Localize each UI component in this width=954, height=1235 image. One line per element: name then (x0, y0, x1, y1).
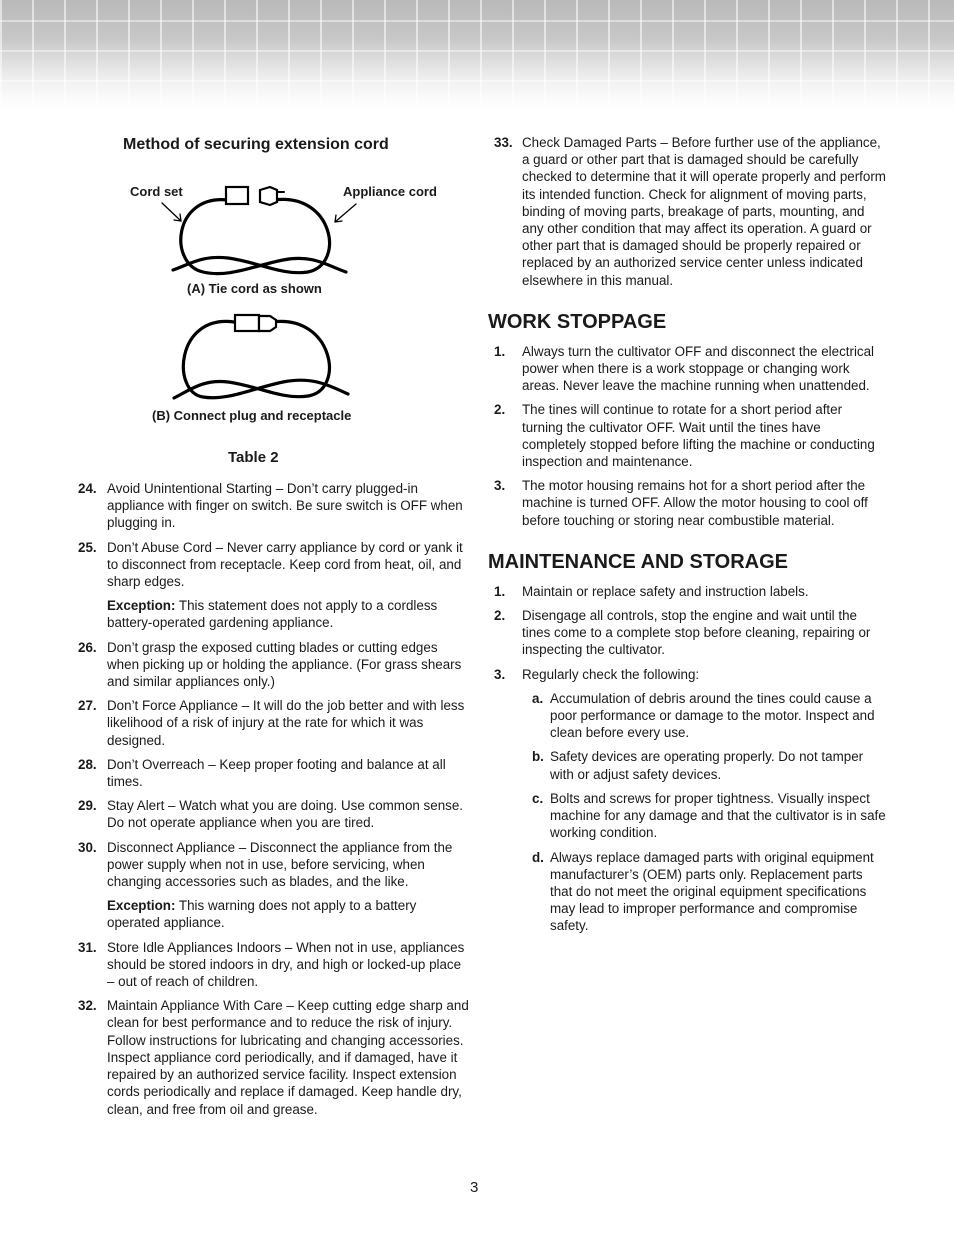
sub-item-text: Always replace damaged parts with original equipment manufacturer’s (OEM) parts only. Replacement parts that do not meet the original equipment specifications may lead to improper performance and compromise safety. (550, 849, 874, 934)
list-item (488, 134, 886, 289)
item-number: 33. (494, 135, 513, 150)
sub-item-letter: b. (532, 749, 544, 765)
list-item (78, 697, 470, 749)
item-number: 3. (494, 666, 506, 682)
item-text: The motor housing remains hot for a short period after the machine is turned OFF. Allow the motor housing to cool off before touching or storing near combustible material. (522, 478, 868, 528)
item-text: Maintain Appliance With Care – Keep cutting edge sharp and clean for best performance and to reduce the risk of injury. Follow instructions for lubricating and changing accessories. Inspect appliance cord periodically, and if damaged, have it repaired by an authorized service facility. Inspect extension cords periodically and replace if damaged. Keep handle dry, clean, and free from oil and grease. (107, 998, 469, 1117)
sub-list-item (488, 790, 886, 842)
item-text: Don’t Overreach – Keep proper footing and balance at all times. (107, 756, 446, 790)
item-text: Don’t Abuse Cord – Never carry appliance by cord or yank it to disconnect from receptacle. Keep cord from heat, oil, and sharp edges. (107, 539, 463, 590)
sub-item-letter: a. (532, 690, 544, 706)
item-text: Check Damaged Parts – Before further use of the appliance, a guard or other part that is damaged should be carefully checked to determine that it will operate properly and perform its intended function. Check for alignment of moving parts, binding of moving parts, breakage of parts, mounting, and any other condition that may affect its operation. A guard or other part that is damaged should be properly repaired or replaced by an authorized service center unless indicated elsewhere in this manual. (522, 135, 886, 288)
item-text: Disengage all controls, stop the engine and wait until the tines come to a complete stop before cleaning, repairing or inspecting the cultivator. (522, 608, 871, 658)
left-column (78, 134, 470, 1125)
item-number: 27. (78, 698, 97, 714)
page-number: 3 (470, 1179, 479, 1196)
list-item (488, 583, 886, 600)
table-caption: Table 2 (228, 449, 279, 466)
diagram-b (174, 315, 348, 398)
exception-note (78, 897, 470, 931)
item-number: 3. (494, 478, 506, 494)
list-item (78, 939, 470, 991)
sub-item-letter: c. (532, 790, 544, 806)
caption-a: (A) Tie cord as shown (187, 281, 322, 296)
list-item (78, 797, 470, 831)
item-number: 25. (78, 539, 97, 555)
item-text: Maintain or replace safety and instruction labels. (522, 583, 809, 599)
sub-item-letter: d. (532, 849, 544, 865)
sub-list-item (488, 748, 886, 782)
sub-item-text: Bolts and screws for proper tightness. Visually inspect machine for any damage and that the cultivator is in safe working condition. (550, 790, 886, 841)
item-number: 26. (78, 639, 97, 655)
exception-note (78, 597, 470, 631)
list-item (488, 666, 886, 683)
item-number: 2. (494, 608, 506, 624)
item-text: Store Idle Appliances Indoors – When not in use, appliances should be stored indoors in dry, and high or locked-up place – out of reach of children. (107, 939, 465, 990)
diagram-a (162, 187, 356, 274)
maintenance-heading: MAINTENANCE AND STORAGE (488, 550, 789, 573)
item-text: Regularly check the following: (522, 666, 700, 682)
sub-list-item (488, 849, 886, 935)
list-item (78, 639, 470, 691)
item-text: Disconnect Appliance – Disconnect the appliance from the power supply when not in use, before servicing, when changing accessories such as blades, and the like. (107, 839, 453, 890)
item-number: 2. (494, 402, 506, 418)
figure-title: Method of securing extension cord (123, 136, 389, 153)
list-item (78, 480, 470, 532)
list-item (78, 997, 470, 1117)
list-item (78, 839, 470, 891)
list-item (488, 343, 886, 395)
item-text: Stay Alert – Watch what you are doing. Use common sense. Do not operate appliance when you are tired. (107, 798, 464, 831)
sub-item-text: Safety devices are operating properly. Do not tamper with or adjust safety devices. (550, 749, 864, 782)
list-item (488, 607, 886, 659)
item-text: Avoid Unintentional Starting – Don’t carry plugged-in appliance with finger on switch. Be sure switch is OFF when plugging in. (107, 481, 463, 531)
cord-set-label: Cord set (130, 184, 183, 199)
item-number: 32. (78, 998, 97, 1014)
work-stoppage-heading: WORK STOPPAGE (488, 310, 667, 333)
list-item (488, 401, 886, 470)
item-text: The tines will continue to rotate for a short period after turning the cultivator OFF. Wait until the tines have completely stopped before lifting the machine or conducting inspection and maintenance. (522, 402, 875, 470)
list-item (78, 539, 470, 591)
header-texture-band (0, 0, 954, 112)
exception-text: This statement does not apply to a cordless battery-operated gardening appliance. (107, 598, 438, 631)
item-text: Don’t Force Appliance – It will do the job better and with less likelihood of a risk of injury at the rate for which it was designed. (107, 698, 465, 748)
item-number: 28. (78, 756, 97, 772)
item-number: 30. (78, 839, 97, 855)
right-column (488, 134, 886, 942)
item-number: 1. (494, 583, 506, 599)
list-item (78, 756, 470, 790)
item-number: 24. (78, 481, 97, 496)
item-number: 1. (494, 343, 506, 359)
item-number: 29. (78, 798, 97, 814)
item-text: Always turn the cultivator OFF and disconnect the electrical power when there is a work stoppage or changing work areas. Never leave the machine running when unattended. (522, 343, 875, 394)
sub-item-text: Accumulation of debris around the tines could cause a poor performance or damage to the motor. Inspect and clean before every use. (550, 690, 875, 741)
list-item (488, 477, 886, 529)
item-number: 31. (78, 939, 97, 955)
exception-label: Exception: (107, 898, 176, 914)
appliance-cord-label: Appliance cord (343, 184, 437, 199)
exception-text: This warning does not apply to a battery operated appliance. (107, 898, 417, 931)
item-text: Don’t grasp the exposed cutting blades or cutting edges when picking up or holding the appliance. (For grass shears and similar appliances only.) (107, 639, 462, 690)
exception-label: Exception: (107, 598, 176, 614)
sub-list-item (488, 690, 886, 742)
extension-cord-diagram (78, 154, 470, 454)
caption-b: (B) Connect plug and receptacle (152, 408, 352, 423)
